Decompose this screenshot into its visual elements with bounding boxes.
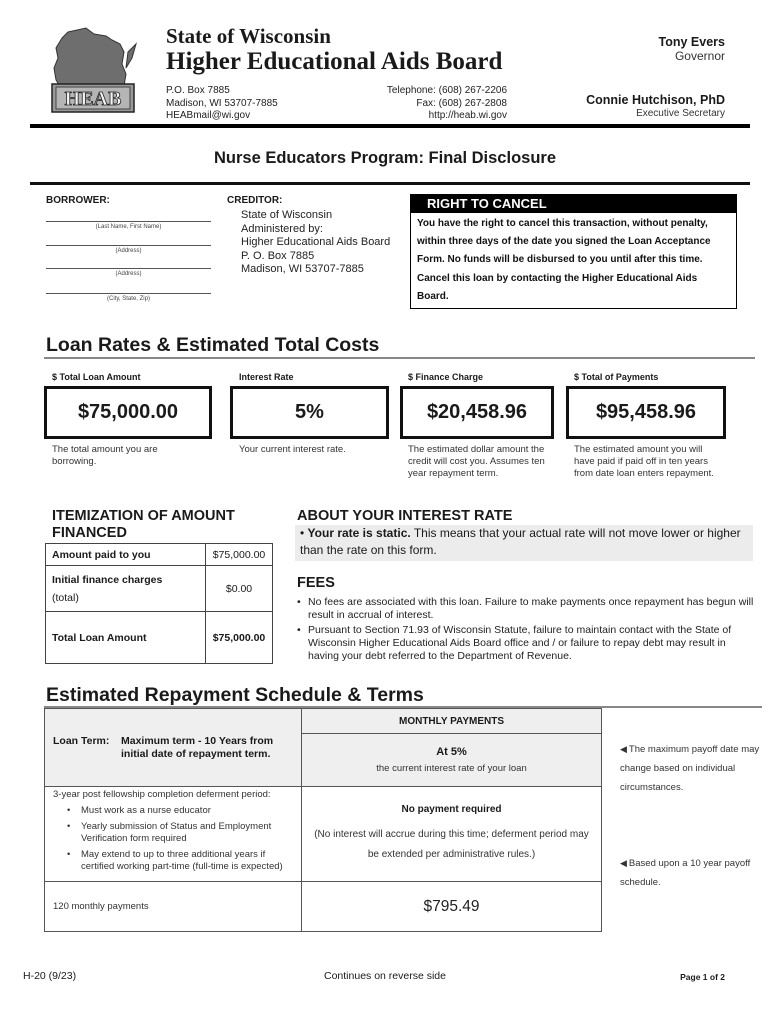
creditor-line: State of Wisconsin	[241, 209, 333, 221]
deferment-list	[53, 805, 295, 873]
telephone: Telephone: (608) 267-2206	[386, 85, 507, 96]
header-divider	[30, 124, 750, 128]
fee-item: • Pursuant to Section 71.93 of Wisconsin Statute, failure to maintain contact with the State of Wisconsin Higher Educational Aids Board office and / or failure to repay debt may result in having your debt referred to the Department of Revenue.	[296, 624, 754, 663]
creditor-label: CREDITOR:	[227, 195, 283, 206]
org-name: Higher Educational Aids Board	[166, 48, 503, 75]
address-line: Madison, WI 53707-7885	[166, 97, 278, 109]
triangle-left-icon: ◀	[620, 858, 627, 868]
address-line: P.O. Box 7885	[166, 85, 230, 96]
rate-cell	[302, 734, 602, 787]
item-value: $75,000.00	[206, 544, 273, 566]
table-row	[45, 882, 602, 932]
total-loan-amount-label: $ Total Loan Amount	[52, 372, 141, 382]
loan-rates-title: Loan Rates & Estimated Total Costs	[46, 334, 380, 356]
interest-rate-bold: Your rate is static.	[307, 526, 411, 540]
table-row	[46, 612, 273, 664]
table-row	[46, 544, 273, 566]
total-loan-amount-desc: The total amount you are borrowing.	[52, 444, 158, 467]
monthly-payments-header: MONTHLY PAYMENTS	[302, 709, 602, 734]
itemization-title: ITEMIZATION OF AMOUNT FINANCED	[52, 508, 235, 541]
no-payment-note: (No interest will accrue during this time; deferment period may be extended per administrative rules.)	[314, 828, 589, 860]
item-label: Amount paid to you	[46, 544, 206, 566]
payoff-note	[620, 740, 760, 797]
creditor-address	[241, 209, 390, 277]
org-address	[166, 85, 278, 123]
schedule-note	[620, 854, 760, 892]
interest-rate-title: ABOUT YOUR INTEREST RATE	[297, 508, 513, 524]
logo-text: HEAB	[64, 88, 122, 110]
deferment-item: • May extend to up to three additional years if certified working part-time (full-time is expected)	[67, 849, 295, 872]
form-id: H-20 (9/23)	[23, 970, 77, 982]
borrower-address-field[interactable]	[46, 245, 211, 254]
borrower-city-field[interactable]	[46, 293, 211, 302]
governor-name: Tony Evers	[658, 35, 725, 49]
finance-charge-label: $ Finance Charge	[408, 372, 484, 382]
field-caption: (Address)	[115, 248, 142, 254]
creditor-line: Madison, WI 53707-7885	[241, 263, 364, 275]
total-of-payments-desc: The estimated amount you will have paid if paid off in ten years from date loan enters repayment.	[574, 444, 714, 479]
total-loan-amount-value: $75,000.00	[44, 386, 212, 439]
item-label: Total Loan Amount	[46, 612, 206, 664]
interest-rate-text: This means that your actual rate will not move lower or higher than the rate on this form.	[300, 526, 741, 557]
item-sublabel: (total)	[52, 591, 79, 604]
borrower-label: BORROWER:	[46, 195, 110, 206]
loan-term-label: Loan Term:	[53, 734, 110, 747]
governor-block	[659, 35, 725, 63]
borrower-address2-field[interactable]	[46, 268, 211, 277]
item-label: Initial finance charges	[52, 573, 163, 586]
page-number: Page 1 of 2	[680, 972, 725, 982]
bullet: •	[300, 526, 308, 540]
payment-amount: $795.49	[302, 882, 602, 932]
interest-rate-desc: Your current interest rate.	[239, 444, 346, 455]
fees-title: FEES	[297, 575, 335, 591]
creditor-line: P. O. Box 7885	[241, 249, 315, 262]
loan-term-value: Maximum term - 10 Years from initial date of repayment term.	[121, 734, 274, 760]
right-to-cancel-text: You have the right to cancel this transaction, without penalty, within three days of the date you signed the Loan Acceptance Form. No funds will be disbursed to you until after this time. Cancel this loan by contacting the Higher Educational Aids Board.	[417, 218, 711, 302]
governor-title: Governor	[674, 49, 725, 63]
right-to-cancel-heading: RIGHT TO CANCEL	[411, 195, 736, 213]
borrower-name-field[interactable]	[46, 221, 211, 230]
total-of-payments-label: $ Total of Payments	[574, 372, 659, 382]
heab-logo	[46, 24, 142, 124]
schedule-note-text: Based upon a 10 year payoff schedule.	[620, 858, 751, 888]
finance-charge-desc: The estimated dollar amount the credit will cost you. Assumes ten year repayment term.	[408, 444, 545, 479]
secretary-name: Connie Hutchison, PhD	[586, 93, 725, 107]
repayment-schedule-table	[44, 708, 602, 932]
field-caption: (Last Name, First Name)	[95, 224, 162, 230]
interest-rate-value: 5%	[230, 386, 389, 439]
rate-label: At 5%	[436, 746, 467, 758]
deferment-item: • Must work as a nurse educator	[67, 805, 295, 817]
fax: Fax: (608) 267-2808	[416, 97, 507, 109]
table-row	[45, 787, 602, 882]
deferment-item: • Yearly submission of Status and Employment Verification form required	[67, 821, 295, 844]
payoff-note-text: The maximum payoff date may change based on individual circumstances.	[620, 744, 760, 793]
schedule-title: Estimated Repayment Schedule & Terms	[46, 684, 424, 706]
org-state: State of Wisconsin	[166, 24, 331, 48]
field-caption: (Address)	[115, 271, 142, 277]
itemization-table	[45, 543, 273, 664]
interest-rate-label: Interest Rate	[239, 372, 294, 382]
title-divider	[30, 182, 750, 185]
rate-sub: the current interest rate of your loan	[376, 763, 527, 774]
secretary-block	[586, 93, 725, 119]
item-value: $0.00	[206, 566, 273, 612]
secretary-title: Executive Secretary	[636, 108, 725, 119]
table-row	[46, 566, 273, 612]
no-payment-label: No payment required	[401, 803, 502, 815]
document-title: Nurse Educators Program: Final Disclosure	[213, 149, 556, 167]
org-contact	[300, 85, 507, 123]
finance-charge-value: $20,458.96	[400, 386, 554, 439]
right-to-cancel-box	[410, 194, 737, 309]
item-value: $75,000.00	[206, 612, 273, 664]
no-payment-cell	[302, 787, 602, 882]
item-label-cell	[46, 566, 206, 612]
triangle-left-icon: ◀	[620, 744, 627, 754]
loan-term-cell	[45, 709, 302, 787]
wisconsin-map-icon	[46, 24, 142, 124]
total-of-payments-value: $95,458.96	[566, 386, 726, 439]
continues-note: Continues on reverse side	[324, 970, 446, 982]
deferment-title: 3-year post fellowship completion deferment period:	[53, 789, 271, 800]
deferment-cell	[45, 787, 302, 882]
email-link[interactable]: HEABmail@wi.gov	[166, 110, 251, 121]
payments-label: 120 monthly payments	[45, 882, 302, 932]
field-caption: (City, State, Zip)	[107, 296, 150, 302]
fee-item: • No fees are associated with this loan. Failure to make payments once repayment has begun will result in accrual of interest.	[296, 596, 754, 622]
interest-rate-note	[295, 525, 753, 561]
section-divider	[44, 357, 755, 359]
creditor-line: Higher Educational Aids Board	[241, 236, 391, 248]
creditor-line: Administered by:	[241, 222, 323, 235]
fees-list	[296, 596, 754, 665]
website-link[interactable]: http://heab.wi.gov	[428, 110, 507, 121]
table-row	[45, 709, 602, 734]
